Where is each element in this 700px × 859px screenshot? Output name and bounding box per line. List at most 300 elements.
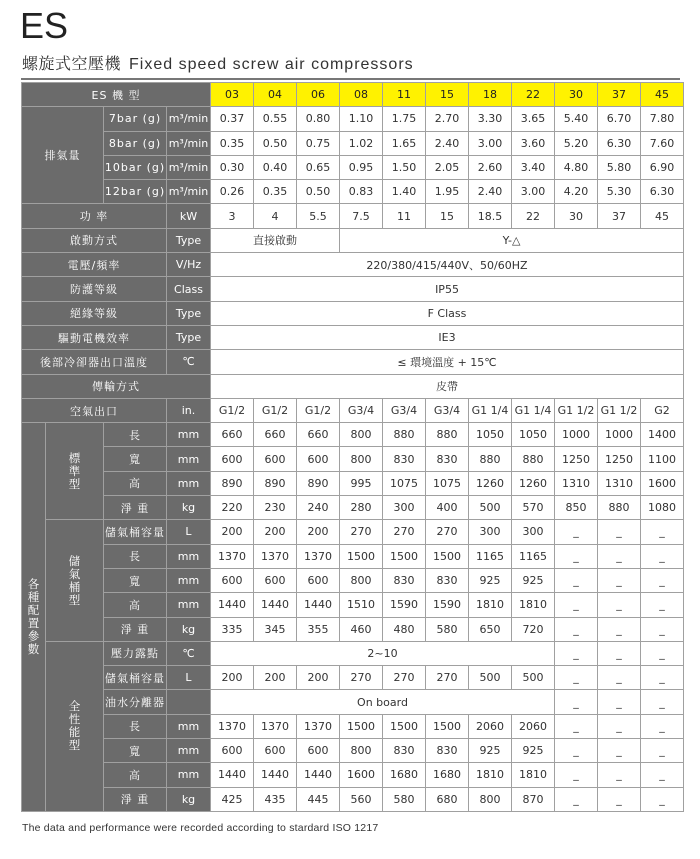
dimension-label: 儲氣桶容量 (104, 520, 167, 544)
value-cell: 600 (297, 568, 340, 592)
subtitle-chinese: 螺旋式空壓機 (22, 54, 122, 73)
unit-cell: mm (167, 471, 211, 495)
value-cell: 500 (469, 666, 512, 690)
value-cell: 0.75 (297, 131, 340, 155)
value-cell: 1590 (426, 593, 469, 617)
value-cell: 0.40 (254, 155, 297, 179)
value-cell: _ (555, 520, 598, 544)
value-cell: 5.40 (555, 107, 598, 131)
value-cell: 1310 (598, 471, 641, 495)
value-cell: 3.00 (512, 180, 555, 204)
star-delta-cell: Y-△ (340, 228, 684, 252)
value-cell: 280 (340, 496, 383, 520)
value-cell: 800 (340, 568, 383, 592)
value-cell: _ (598, 714, 641, 738)
value-cell: _ (598, 666, 641, 690)
value-cell: 500 (469, 496, 512, 520)
dimension-label: 寬 (104, 447, 167, 471)
value-cell: 7.60 (641, 131, 684, 155)
value-cell: _ (641, 568, 684, 592)
value-cell: 680 (426, 787, 469, 811)
value-cell: 1100 (641, 447, 684, 471)
full-separator-row (22, 690, 684, 714)
value-cell: 1440 (211, 763, 254, 787)
value-cell: 925 (512, 568, 555, 592)
value-cell: 880 (426, 423, 469, 447)
value-cell: 270 (426, 520, 469, 544)
value-cell: 0.37 (211, 107, 254, 131)
value-cell: 800 (340, 447, 383, 471)
value-cell: 1310 (555, 471, 598, 495)
value-cell: 1250 (598, 447, 641, 471)
value-cell: 30 (555, 204, 598, 228)
value-cell: 1370 (211, 544, 254, 568)
spec-table (21, 82, 684, 812)
dimension-label: 高 (104, 593, 167, 617)
model-row (22, 83, 684, 107)
value-cell: 270 (340, 520, 383, 544)
dimension-label: 寬 (104, 739, 167, 763)
air-outlet-row (22, 398, 684, 422)
model-cell: 08 (340, 83, 383, 107)
value-cell: 3.60 (512, 131, 555, 155)
value-cell: 1050 (512, 423, 555, 447)
tank-row (22, 617, 684, 641)
value-cell: 7.80 (641, 107, 684, 131)
unit-cell: Class (167, 277, 211, 301)
unit-cell: Type (167, 325, 211, 349)
value-cell: 200 (211, 520, 254, 544)
outlet-temp-row (22, 350, 684, 374)
value-cell: 1.65 (383, 131, 426, 155)
value-cell: 600 (254, 447, 297, 471)
air-outlet-label: 空氣出口 (22, 398, 167, 422)
value-cell: 0.30 (211, 155, 254, 179)
model-cell: 11 (383, 83, 426, 107)
protection-value: IP55 (211, 277, 684, 301)
value-cell: 4 (254, 204, 297, 228)
tank-row (22, 568, 684, 592)
dew-point-label: 壓力露點 (104, 641, 167, 665)
value-cell: 480 (383, 617, 426, 641)
unit-cell: kg (167, 496, 211, 520)
value-cell: 1810 (469, 593, 512, 617)
value-cell: 925 (469, 739, 512, 763)
value-cell: 300 (469, 520, 512, 544)
value-cell: 6.30 (641, 180, 684, 204)
value-cell: _ (641, 641, 684, 665)
value-cell: 270 (426, 666, 469, 690)
voltage-label: 電壓/頻率 (22, 253, 167, 277)
unit-cell: m³/min (167, 131, 211, 155)
value-cell: 1810 (512, 763, 555, 787)
flow-row (22, 107, 684, 131)
value-cell: 880 (598, 496, 641, 520)
value-cell: 1500 (383, 714, 426, 738)
value-cell: _ (555, 593, 598, 617)
dew-point-value: 2~10 (211, 641, 555, 665)
value-cell: 1165 (512, 544, 555, 568)
value-cell: G3/4 (340, 398, 383, 422)
outlet_temp-label: 後部冷卻器出口溫度 (22, 350, 167, 374)
value-cell: _ (598, 617, 641, 641)
value-cell: _ (641, 763, 684, 787)
value-cell: 1440 (297, 593, 340, 617)
value-cell: 1165 (469, 544, 512, 568)
unit-cell: mm (167, 423, 211, 447)
value-cell: _ (641, 617, 684, 641)
unit-cell: Type (167, 301, 211, 325)
outlet_temp-value: ≤ 環境溫度 + 15℃ (211, 350, 684, 374)
transmission-row (22, 374, 684, 398)
unit-cell: m³/min (167, 180, 211, 204)
model-label: ES 機 型 (22, 83, 211, 107)
flow-row (22, 180, 684, 204)
value-cell: 220 (211, 496, 254, 520)
value-cell: 4.80 (555, 155, 598, 179)
value-cell: _ (641, 690, 684, 714)
value-cell: 1370 (254, 544, 297, 568)
power-row (22, 204, 684, 228)
value-cell: 1260 (469, 471, 512, 495)
dimension-label: 長 (104, 714, 167, 738)
value-cell: 200 (211, 666, 254, 690)
footnote: The data and performance were recorded according to stardard ISO 1217 (22, 822, 379, 834)
value-cell: 1050 (469, 423, 512, 447)
unit-cell: kg (167, 617, 211, 641)
value-cell: 925 (512, 739, 555, 763)
pressure-label: 7bar (g) (104, 107, 167, 131)
value-cell: _ (555, 544, 598, 568)
value-cell: 660 (254, 423, 297, 447)
value-cell: 200 (254, 520, 297, 544)
value-cell: _ (598, 544, 641, 568)
unit-cell: kg (167, 787, 211, 811)
tank-row (22, 520, 684, 544)
value-cell: 1500 (340, 544, 383, 568)
value-cell: 2.60 (469, 155, 512, 179)
value-cell: 925 (469, 568, 512, 592)
value-cell: 0.26 (211, 180, 254, 204)
flow-label: 排氣量 (22, 107, 104, 204)
separator-label: 油水分離器 (104, 690, 167, 714)
value-cell: 580 (426, 617, 469, 641)
value-cell: 830 (383, 739, 426, 763)
value-cell: 1400 (641, 423, 684, 447)
unit-cell: ℃ (167, 641, 211, 665)
protection-label: 防護等級 (22, 277, 167, 301)
value-cell: _ (641, 739, 684, 763)
config-group-label-text: 各種配置參數 (27, 577, 40, 657)
value-cell: 720 (512, 617, 555, 641)
value-cell: _ (641, 593, 684, 617)
value-cell: 1.10 (340, 107, 383, 131)
series-title: ES (20, 5, 69, 46)
value-cell: 560 (340, 787, 383, 811)
value-cell: 1440 (254, 763, 297, 787)
full-capacity-row (22, 666, 684, 690)
value-cell: 15 (426, 204, 469, 228)
value-cell: 0.95 (340, 155, 383, 179)
unit-cell: in. (167, 398, 211, 422)
value-cell: 500 (512, 666, 555, 690)
model-cell: 30 (555, 83, 598, 107)
value-cell: _ (555, 763, 598, 787)
value-cell: 4.20 (555, 180, 598, 204)
insulation-row (22, 301, 684, 325)
value-cell: 1.40 (383, 180, 426, 204)
dimension-label: 淨 重 (104, 617, 167, 641)
value-cell: _ (641, 520, 684, 544)
value-cell: 1.50 (383, 155, 426, 179)
value-cell: 0.80 (297, 107, 340, 131)
value-cell: 1.02 (340, 131, 383, 155)
value-cell: 0.50 (254, 131, 297, 155)
standard-group-label-text: 標準型 (68, 450, 81, 491)
value-cell: G3/4 (383, 398, 426, 422)
value-cell: 1370 (254, 714, 297, 738)
subtitle (22, 54, 414, 75)
value-cell: 2.05 (426, 155, 469, 179)
value-cell: 345 (254, 617, 297, 641)
value-cell: _ (555, 690, 598, 714)
value-cell: 1440 (254, 593, 297, 617)
tank-row (22, 544, 684, 568)
value-cell: 800 (340, 423, 383, 447)
value-cell: 0.35 (254, 180, 297, 204)
capacity-label: 儲氣桶容量 (104, 666, 167, 690)
value-cell: _ (555, 739, 598, 763)
value-cell: 435 (254, 787, 297, 811)
unit-cell: mm (167, 739, 211, 763)
value-cell: 5.20 (555, 131, 598, 155)
unit-cell: mm (167, 714, 211, 738)
value-cell: 11 (383, 204, 426, 228)
value-cell: 0.83 (340, 180, 383, 204)
unit-cell: mm (167, 447, 211, 471)
dimension-label: 高 (104, 471, 167, 495)
value-cell: 1260 (512, 471, 555, 495)
value-cell: 1440 (297, 763, 340, 787)
starting-row (22, 228, 684, 252)
unit-cell: L (167, 520, 211, 544)
value-cell: 570 (512, 496, 555, 520)
direct-start-cell: 直接啟動 (211, 228, 340, 252)
value-cell: 600 (297, 739, 340, 763)
value-cell: 3.40 (512, 155, 555, 179)
value-cell: 600 (211, 447, 254, 471)
value-cell: 230 (254, 496, 297, 520)
full-row (22, 714, 684, 738)
model-cell: 22 (512, 83, 555, 107)
value-cell: 800 (340, 739, 383, 763)
pressure-label: 8bar (g) (104, 131, 167, 155)
value-cell: G3/4 (426, 398, 469, 422)
full-group-label (46, 641, 104, 811)
transmission-value: 皮帶 (211, 374, 684, 398)
value-cell: 890 (297, 471, 340, 495)
pressure-label: 10bar (g) (104, 155, 167, 179)
value-cell: 2.40 (426, 131, 469, 155)
dimension-label: 淨 重 (104, 787, 167, 811)
value-cell: _ (641, 787, 684, 811)
value-cell: G1/2 (297, 398, 340, 422)
value-cell: 445 (297, 787, 340, 811)
value-cell: 1590 (383, 593, 426, 617)
unit-cell: L (167, 666, 211, 690)
standard-row (22, 496, 684, 520)
value-cell: _ (598, 568, 641, 592)
value-cell: G1/2 (254, 398, 297, 422)
value-cell: 830 (426, 447, 469, 471)
unit-cell (167, 690, 211, 714)
value-cell: _ (598, 787, 641, 811)
value-cell: 800 (469, 787, 512, 811)
flow-row (22, 155, 684, 179)
value-cell: G1 1/4 (469, 398, 512, 422)
spec-table-body (22, 83, 684, 812)
value-cell: 880 (383, 423, 426, 447)
value-cell: 3.65 (512, 107, 555, 131)
value-cell: 880 (512, 447, 555, 471)
tank-group-label (46, 520, 104, 641)
insulation-label: 絕緣等級 (22, 301, 167, 325)
value-cell: 890 (254, 471, 297, 495)
voltage-value: 220/380/415/440V、50/60HZ (211, 253, 684, 277)
value-cell: _ (598, 690, 641, 714)
value-cell: 270 (383, 520, 426, 544)
efficiency-label: 驅動電機效率 (22, 325, 167, 349)
value-cell: 1810 (469, 763, 512, 787)
unit-cell: kW (167, 204, 211, 228)
value-cell: 200 (297, 520, 340, 544)
efficiency-row (22, 325, 684, 349)
value-cell: G2 (641, 398, 684, 422)
dimension-label: 淨 重 (104, 496, 167, 520)
dimension-label: 寬 (104, 568, 167, 592)
value-cell: _ (598, 739, 641, 763)
value-cell: 1500 (426, 544, 469, 568)
value-cell: 1500 (340, 714, 383, 738)
unit-cell: mm (167, 593, 211, 617)
value-cell: 0.65 (297, 155, 340, 179)
value-cell: 1250 (555, 447, 598, 471)
value-cell: _ (598, 641, 641, 665)
value-cell: 600 (254, 739, 297, 763)
efficiency-value: IE3 (211, 325, 684, 349)
full-row (22, 763, 684, 787)
full-row (22, 787, 684, 811)
value-cell: 850 (555, 496, 598, 520)
value-cell: 1370 (211, 714, 254, 738)
value-cell: _ (641, 544, 684, 568)
value-cell: 400 (426, 496, 469, 520)
value-cell: 18.5 (469, 204, 512, 228)
unit-cell: V/Hz (167, 253, 211, 277)
value-cell: 6.70 (598, 107, 641, 131)
value-cell: 1.95 (426, 180, 469, 204)
value-cell: 0.50 (297, 180, 340, 204)
value-cell: 6.30 (598, 131, 641, 155)
value-cell: 200 (254, 666, 297, 690)
standard-row (22, 447, 684, 471)
value-cell: 1680 (426, 763, 469, 787)
value-cell: 890 (211, 471, 254, 495)
value-cell: 1000 (598, 423, 641, 447)
model-cell: 45 (641, 83, 684, 107)
value-cell: 1075 (383, 471, 426, 495)
standard-row (22, 471, 684, 495)
voltage-row (22, 253, 684, 277)
value-cell: 660 (297, 423, 340, 447)
value-cell: 650 (469, 617, 512, 641)
transmission-label: 傳輸方式 (22, 374, 211, 398)
value-cell: 270 (340, 666, 383, 690)
value-cell: 2060 (512, 714, 555, 738)
value-cell: 870 (512, 787, 555, 811)
value-cell: 1680 (383, 763, 426, 787)
value-cell: 37 (598, 204, 641, 228)
tank-row (22, 593, 684, 617)
value-cell: 2.70 (426, 107, 469, 131)
unit-cell: Type (167, 228, 211, 252)
model-cell: 03 (211, 83, 254, 107)
pressure-label: 12bar (g) (104, 180, 167, 204)
unit-cell: m³/min (167, 155, 211, 179)
value-cell: 1600 (340, 763, 383, 787)
value-cell: 580 (383, 787, 426, 811)
model-cell: 04 (254, 83, 297, 107)
value-cell: 830 (383, 447, 426, 471)
value-cell: 830 (383, 568, 426, 592)
value-cell: 45 (641, 204, 684, 228)
subtitle-english: Fixed speed screw air compressors (129, 56, 414, 73)
value-cell: 2060 (469, 714, 512, 738)
full-row (22, 739, 684, 763)
config-group-label (22, 423, 46, 812)
value-cell: 5.5 (297, 204, 340, 228)
unit-cell: ℃ (167, 350, 211, 374)
value-cell: G1/2 (211, 398, 254, 422)
dimension-label: 高 (104, 763, 167, 787)
value-cell: 1075 (426, 471, 469, 495)
model-cell: 06 (297, 83, 340, 107)
model-cell: 37 (598, 83, 641, 107)
value-cell: 335 (211, 617, 254, 641)
value-cell: 1510 (340, 593, 383, 617)
value-cell: 0.55 (254, 107, 297, 131)
standard-group-label (46, 423, 104, 520)
unit-cell: m³/min (167, 107, 211, 131)
unit-cell: mm (167, 544, 211, 568)
value-cell: _ (555, 568, 598, 592)
protection-row (22, 277, 684, 301)
insulation-value: F Class (211, 301, 684, 325)
value-cell: 1440 (211, 593, 254, 617)
value-cell: _ (555, 641, 598, 665)
power-label: 功 率 (22, 204, 167, 228)
separator-value: On board (211, 690, 555, 714)
value-cell: 240 (297, 496, 340, 520)
value-cell: _ (598, 520, 641, 544)
dimension-label: 長 (104, 544, 167, 568)
value-cell: 600 (211, 739, 254, 763)
value-cell: 300 (383, 496, 426, 520)
value-cell: _ (641, 714, 684, 738)
flow-row (22, 131, 684, 155)
value-cell: 600 (254, 568, 297, 592)
value-cell: 1370 (297, 714, 340, 738)
